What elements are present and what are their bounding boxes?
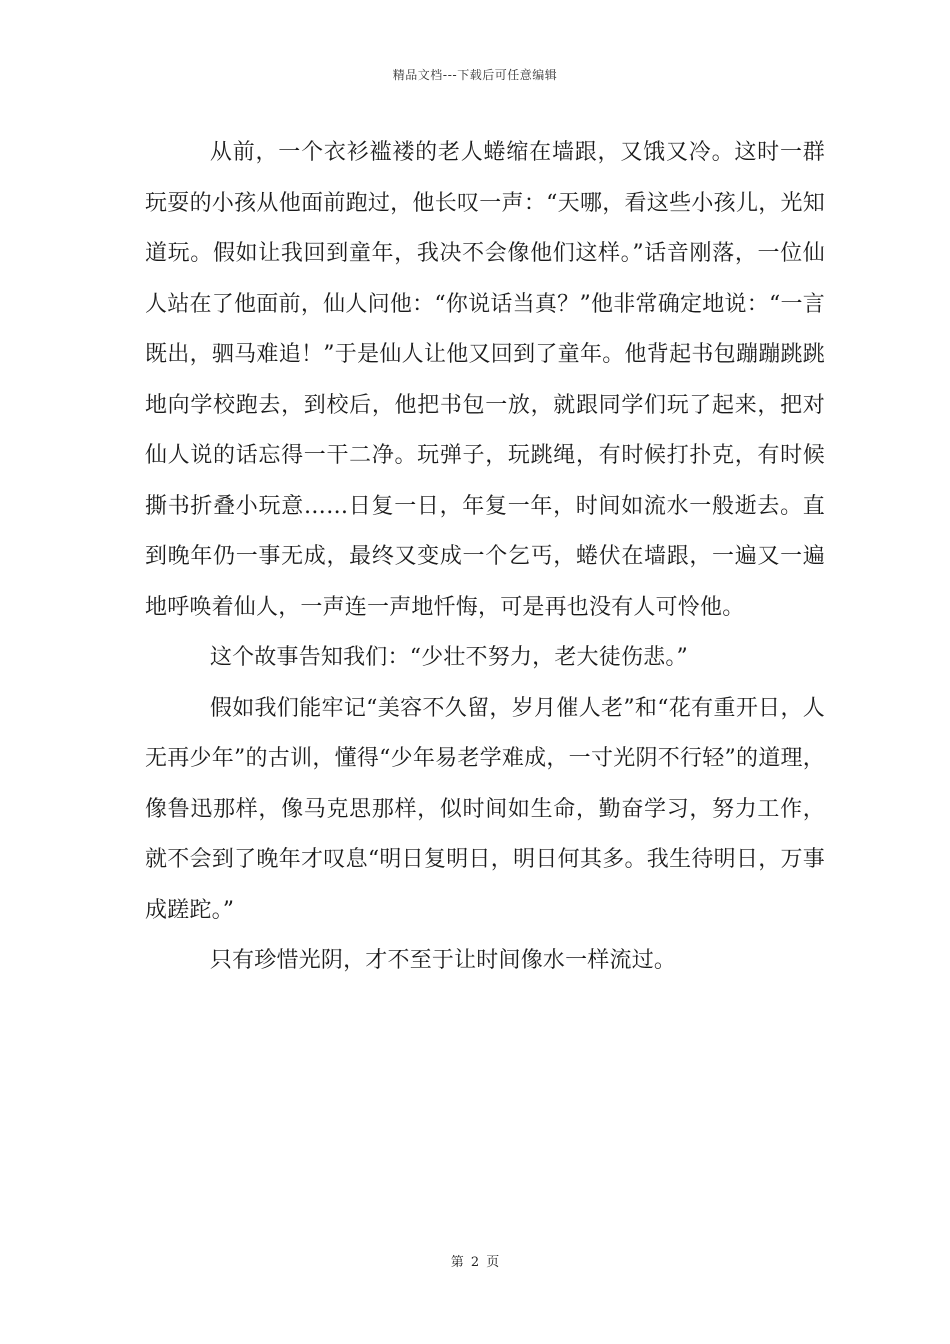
paragraph-conclusion: 只有珍惜光阴，才不至于让时间像水一样流过。 bbox=[209, 948, 677, 973]
paragraph-moral: 这个故事告知我们：“少壮不努力，老大徒伤悲。” bbox=[209, 645, 688, 670]
paragraph-story: 从前，一个衣衫褴褛的老人蜷缩在墙跟，又饿又冷。这时一群玩耍的小孩从他面前跑过，他长叹一声：“天哪，看这些小孩儿，光知道玩。假如让我回到童年，我决不会像他们这样。”话音刚落，一位仙人站在了他面前，仙人问他：“你说话当真？”他非常确定地说：“一言既出，驷马难追！”于是仙人让他又回到了童年。他背起书包蹦蹦跳跳地向学校跑去，到校后，他把书包一放，就跟同学们玩了起来，把对仙人说的话忘得一干二净。玩弹子，玩跳绳，有时候打扑克，有时候撕书折叠小玩意……日复一日，年复一年，时间如流水一般逝去。直到晚年仍一事无成，最终又变成一个乞丐，蜷伏在墙跟，一遍又一遍地呼唤着仙人，一声连一声地忏悔，可是再也没有人可怜他。 bbox=[145, 140, 825, 620]
page-number: 第 2 页 bbox=[450, 1255, 500, 1270]
page-header: 精品文档---下载后可任意编辑 bbox=[392, 68, 558, 82]
document-body bbox=[145, 128, 825, 987]
paragraph-reflection: 假如我们能牢记“美容不久留，岁月催人老”和“花有重开日，人无再少年”的古训，懂得“少年易老学难成，一寸光阴不行轻”的道理，像鲁迅那样，像马克思那样，似时间如生命，勤奋学习，努力工作，就不会到了晚年才叹息“明日复明日，明日何其多。我生待明日，万事成蹉跎。” bbox=[145, 695, 825, 923]
